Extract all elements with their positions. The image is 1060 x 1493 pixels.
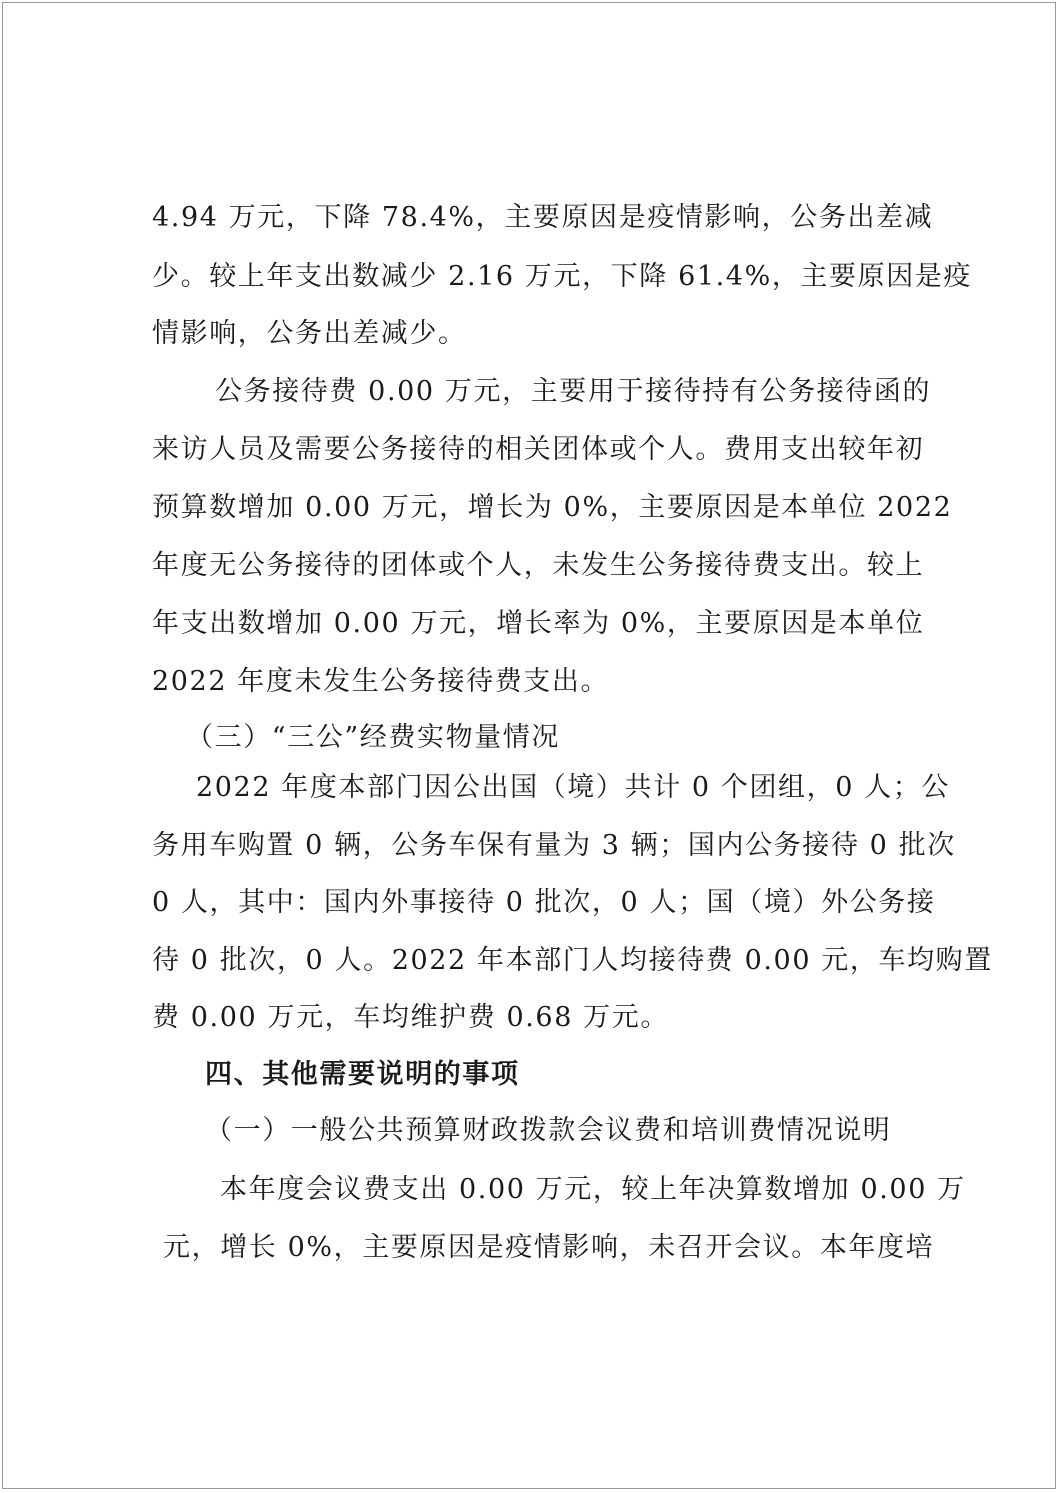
paragraph-line: 待 0 批次，0 人。2022 年本部门人均接待费 0.00 元，车均购置 — [152, 945, 993, 976]
paragraph-line: 费 0.00 万元，车均维护费 0.68 万元。 — [152, 1002, 669, 1033]
subsection-heading: （一）一般公共预算财政拨款会议费和培训费情况说明 — [205, 1115, 892, 1146]
paragraph-line: 务用车购置 0 辆，公务车保有量为 3 辆；国内公务接待 0 批次 — [152, 830, 956, 861]
paragraph-line: 4.94 万元，下降 78.4%，主要原因是疫情影响，公务出差减 — [152, 202, 934, 233]
paragraph-line: 2022 年度本部门因公出国（境）共计 0 个团组，0 人；公 — [196, 772, 950, 803]
paragraph-line: 年支出数增加 0.00 万元，增长率为 0%，主要原因是本单位 — [152, 608, 925, 639]
paragraph-line: 年度无公务接待的团体或个人，未发生公务接待费支出。较上 — [152, 550, 925, 581]
paragraph-line: 公务接待费 0.00 万元，主要用于接待持有公务接待函的 — [215, 376, 932, 407]
subsection-heading: （三）“三公”经费实物量情况 — [186, 722, 561, 753]
paragraph-line: 预算数增加 0.00 万元，增长为 0%，主要原因是本单位 2022 — [152, 492, 953, 523]
paragraph-line: 情影响，公务出差减少。 — [152, 318, 467, 349]
paragraph-line: 2022 年度未发生公务接待费支出。 — [152, 666, 610, 697]
paragraph-line: 0 人，其中：国内外事接待 0 批次，0 人；国（境）外公务接 — [152, 887, 936, 918]
paragraph-line: 元，增长 0%，主要原因是疫情影响，未召开会议。本年度培 — [163, 1232, 935, 1263]
paragraph-line: 少。较上年支出数减少 2.16 万元，下降 61.4%，主要原因是疫 — [152, 261, 973, 292]
section-heading: 四、其他需要说明的事项 — [205, 1059, 520, 1090]
paragraph-line: 本年度会议费支出 0.00 万元，较上年决算数增加 0.00 万 — [220, 1174, 966, 1205]
paragraph-line: 来访人员及需要公务接待的相关团体或个人。费用支出较年初 — [152, 434, 925, 465]
